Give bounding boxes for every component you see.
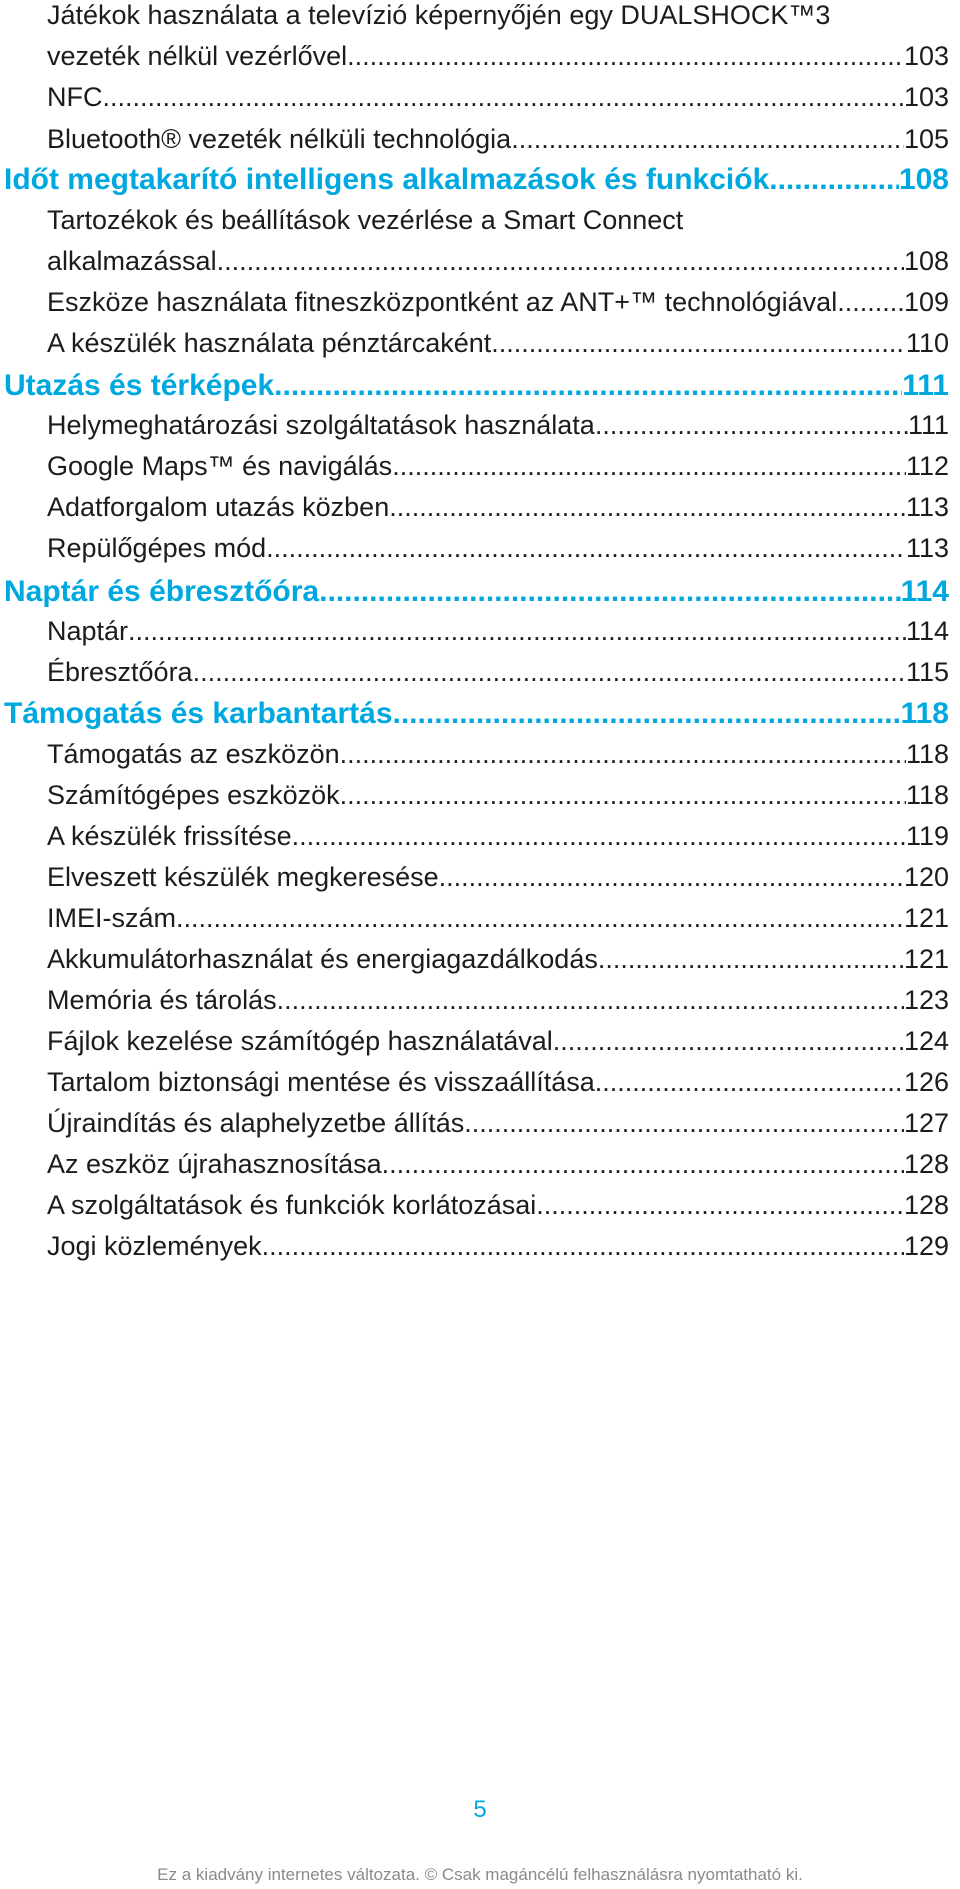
toc-entry-title: A készülék használata pénztárcaként	[47, 328, 492, 358]
toc-entry-page: 108	[903, 246, 949, 276]
dot-leader	[292, 821, 906, 852]
toc-entry-title: Ébresztőóra	[47, 657, 193, 687]
dot-leader	[347, 41, 904, 72]
toc-entry-page: 103	[903, 41, 949, 71]
dot-leader	[176, 903, 904, 934]
toc-entry-title: Memória és tárolás	[47, 985, 277, 1015]
dot-leader	[277, 985, 904, 1016]
dot-leader	[439, 862, 904, 893]
toc-entry-page: 111	[902, 369, 949, 402]
dot-leader	[274, 369, 902, 403]
toc-entry[interactable]	[47, 82, 949, 122]
toc-entry[interactable]	[47, 780, 949, 820]
toc-entry-page: 128	[903, 1190, 949, 1220]
toc-entry-title: Fájlok kezelése számítógép használatával	[47, 1026, 553, 1056]
dot-leader	[103, 82, 904, 113]
dot-leader	[837, 287, 904, 318]
dot-leader	[319, 575, 900, 609]
toc-entry-title: IMEI-szám	[47, 903, 177, 933]
toc-entry-title: Eszköze használata fitneszközpontként az ANT+™ technológiával	[47, 287, 838, 317]
toc-entry[interactable]	[47, 287, 949, 327]
dot-leader	[217, 246, 904, 277]
toc-entry[interactable]	[47, 862, 949, 902]
toc-entry-page: 110	[905, 328, 949, 358]
toc-entry-page: 126	[903, 1067, 949, 1097]
toc-entry-title: Google Maps™ és navigálás	[47, 451, 393, 481]
toc-entry-title: Az eszköz újrahasznosítása	[47, 1149, 382, 1179]
dot-leader	[389, 492, 906, 523]
dot-leader	[464, 1108, 904, 1139]
toc-entry-title: Utazás és térképek	[4, 369, 275, 402]
toc-entry-page: 129	[903, 1231, 949, 1261]
dot-leader	[382, 1149, 904, 1180]
toc-entry-title: NFC	[47, 82, 103, 112]
toc-entry-title: Számítógépes eszközök	[47, 780, 340, 810]
toc-entry-title: Bluetooth® vezeték nélküli technológia	[47, 124, 512, 154]
toc-entry[interactable]	[47, 616, 949, 656]
toc-entry[interactable]	[47, 1026, 949, 1066]
dot-leader	[595, 1067, 904, 1098]
toc-entry[interactable]	[47, 903, 949, 943]
toc-entry-title: Naptár	[47, 616, 129, 646]
toc-entry[interactable]	[47, 1108, 949, 1148]
toc-entry-page: 103	[903, 82, 949, 112]
toc-entry-page: 114	[905, 616, 949, 646]
dot-leader	[193, 657, 906, 688]
dot-leader	[511, 124, 904, 155]
dot-leader	[598, 944, 904, 975]
dot-leader	[128, 616, 906, 647]
toc-entry-page: 121	[903, 903, 949, 933]
dot-leader	[266, 533, 906, 564]
toc-entry[interactable]	[47, 821, 949, 861]
footer-note: Ez a kiadvány internetes változata. © Csak magáncélú felhasználásra nyomtatható ki.	[157, 1865, 803, 1884]
dot-leader	[340, 739, 906, 770]
toc-entry[interactable]	[47, 41, 949, 81]
toc-entry[interactable]	[47, 944, 949, 984]
toc-entry[interactable]	[47, 1067, 949, 1107]
toc-entry[interactable]	[47, 124, 949, 164]
toc-entry-title: Naptár és ébresztőóra	[4, 575, 320, 608]
toc-entry-page: 123	[903, 985, 949, 1015]
toc-entry-title: Játékok használata a televízió képernyőjén egy DUALSHOCK™3	[47, 0, 831, 30]
toc-entry-title: Elveszett készülék megkeresése	[47, 862, 439, 892]
toc-entry[interactable]	[47, 739, 949, 779]
toc-entry[interactable]	[47, 328, 949, 368]
toc-entry-title: vezeték nélkül vezérlővel	[47, 41, 348, 71]
dot-leader	[340, 780, 906, 811]
dot-leader	[536, 1190, 904, 1221]
page-number: 5	[473, 1796, 487, 1823]
toc-entry-title: Repülőgépes mód	[47, 533, 267, 563]
toc-entry-title: A készülék frissítése	[47, 821, 292, 851]
toc-entry[interactable]	[47, 0, 949, 40]
toc-section-entry[interactable]	[4, 369, 949, 409]
dot-leader	[262, 1231, 904, 1262]
toc-entry-title: Tartozékok és beállítások vezérlése a Smart Connect	[47, 205, 684, 235]
toc-entry[interactable]	[47, 451, 949, 491]
toc-entry[interactable]	[47, 492, 949, 532]
toc-entry-page: 118	[900, 697, 949, 730]
dot-leader	[595, 410, 908, 441]
toc-entry[interactable]	[47, 657, 949, 697]
toc-entry-page: 121	[903, 944, 949, 974]
toc-entry-title: alkalmazással	[47, 246, 217, 276]
toc-entry-title: Akkumulátorhasználat és energiagazdálkodás	[47, 944, 598, 974]
dot-leader	[553, 1026, 904, 1057]
toc-entry-page: 118	[905, 739, 949, 769]
toc-entry-page: 105	[903, 124, 949, 154]
dot-leader	[392, 451, 906, 482]
toc-entry-page: 115	[905, 657, 949, 687]
toc-section-entry[interactable]	[4, 575, 949, 615]
toc-entry-title: Jogi közlemények	[47, 1231, 262, 1261]
toc-entry-title: Időt megtakarító intelligens alkalmazások és funkciók	[4, 163, 770, 196]
toc-entry-page: 119	[905, 821, 949, 851]
toc-entry-page: 128	[903, 1149, 949, 1179]
toc-entry[interactable]	[47, 1231, 949, 1271]
dot-leader	[393, 697, 901, 731]
toc-section-entry[interactable]	[4, 697, 949, 737]
toc-entry[interactable]	[47, 246, 949, 286]
toc-entry[interactable]	[47, 985, 949, 1025]
toc-entry[interactable]	[47, 533, 949, 573]
toc-entry-page: 127	[903, 1108, 949, 1138]
toc-entry-page: 111	[907, 410, 949, 440]
toc-entry-title: Újraindítás és alaphelyzetbe állítás	[47, 1108, 465, 1138]
toc-entry-page: 118	[905, 780, 949, 810]
toc-entry-title: Támogatás és karbantartás	[4, 697, 393, 730]
toc-entry-page: 113	[905, 492, 949, 522]
toc-section-entry[interactable]	[4, 163, 949, 203]
toc-entry-page: 112	[905, 451, 949, 481]
toc-entry-title: A szolgáltatások és funkciók korlátozásai	[47, 1190, 537, 1220]
toc-entry-title: Adatforgalom utazás közben	[47, 492, 390, 522]
dot-leader	[491, 328, 906, 359]
toc-entry-title: Tartalom biztonsági mentése és visszaállítása	[47, 1067, 595, 1097]
toc-entry-page: 108	[898, 163, 949, 196]
toc-entry[interactable]	[47, 205, 949, 245]
toc-entry-page: 124	[903, 1026, 949, 1056]
toc-entry-page: 109	[903, 287, 949, 317]
toc-entry-page: 113	[905, 533, 949, 563]
toc-entry-title: Helymeghatározási szolgáltatások használata	[47, 410, 595, 440]
toc-entry[interactable]	[47, 1149, 949, 1189]
dot-leader	[769, 163, 899, 197]
toc-entry[interactable]	[47, 410, 949, 450]
toc-entry-title: Támogatás az eszközön	[47, 739, 340, 769]
toc-entry-page: 114	[900, 575, 949, 608]
toc-entry[interactable]	[47, 1190, 949, 1230]
toc-entry-page: 120	[903, 862, 949, 892]
